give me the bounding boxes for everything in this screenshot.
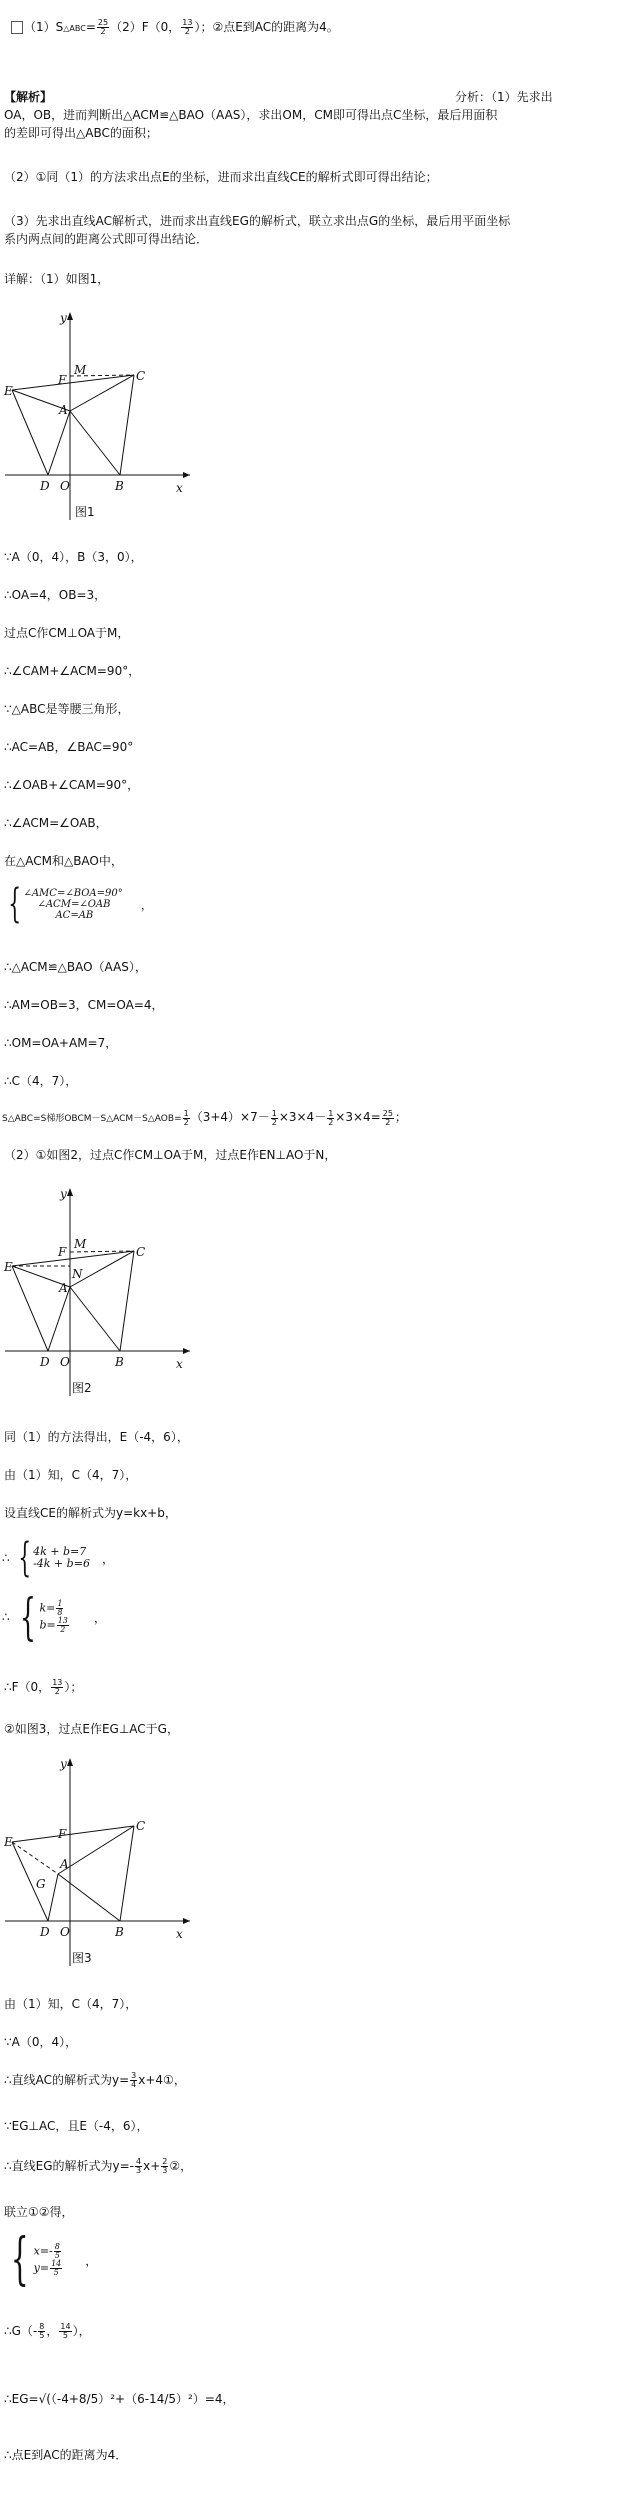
point-A-label: A: [60, 1857, 69, 1871]
solution-line: 联立①②得，: [4, 2205, 74, 2219]
brace-icon: {: [10, 2227, 29, 2292]
point-E-label: E: [4, 1835, 13, 1849]
x-axis-label: x: [176, 481, 183, 495]
analysis-line: OA，OB，进而判断出△ACM≌△BAO（AAS），求出OM，CM即可得出点C坐标，最后用面积: [4, 108, 498, 122]
answer-rest: ）；②点E到AC的距离为4。: [194, 20, 339, 34]
y-axis-label: y: [60, 311, 67, 325]
solution-line: ∵A（0，4），: [4, 2035, 78, 2049]
figure-2: [0, 1176, 200, 1406]
area-lead: S△ABC=S梯形OBCM－S△ACM－S△AOB=: [2, 1114, 182, 1124]
final-conclusion: ∴点E到AC的距离为4．: [4, 2448, 128, 2462]
detail-heading: 详解：（1）如图1，: [4, 272, 110, 286]
EG-slope-frac: $\frac{4}{3}$: [136, 2157, 142, 2175]
placeholder-box-icon: [11, 21, 23, 34]
EG-line-equation: ∴直线EG的解析式为y=- $\frac{4}{3}$ x+ $\frac{2}{3}$ ②，: [4, 2157, 193, 2175]
point-E-label: E: [4, 384, 13, 398]
figure-2-caption: 图2: [72, 1381, 92, 1395]
answer-mid: （2）F（0，: [110, 20, 181, 34]
figure-1: [0, 300, 200, 530]
area-frac-half: $\frac{1}{2}$: [183, 1109, 189, 1127]
point-O-label: O: [60, 1355, 70, 1369]
system-row: ∠AMC=∠BOA=90°: [23, 887, 123, 899]
jiexi-heading: 【解析】: [4, 90, 53, 104]
point-B-label: B: [115, 479, 124, 493]
solution-line: ∵△ABC是等腰三角形，: [4, 702, 130, 716]
point-A-label: A: [59, 1281, 68, 1295]
point-F-label: F: [58, 1245, 67, 1259]
point-N-label: N: [72, 1267, 83, 1281]
point-O-label: O: [60, 479, 70, 493]
AC-slope-frac: $\frac{3}{4}$: [131, 2071, 137, 2089]
AC-line-equation: ∴直线AC的解析式为y= $\frac{3}{4}$ x+4①，: [4, 2071, 186, 2089]
system-row-x: x=- $\frac{8}{5}$: [33, 2242, 60, 2260]
analysis-line: 的差即可得出△ABC的面积；: [4, 126, 158, 140]
F-frac: $\frac{13}{2}$: [52, 1678, 63, 1696]
solution-line: ∴C（4，7），: [4, 1074, 78, 1088]
solution-line: ∴∠ACM=∠OAB，: [4, 816, 108, 830]
point-D-label: D: [40, 479, 50, 493]
area-tail: ；: [394, 1110, 407, 1124]
system-row: -4k + b=6: [33, 1557, 90, 1570]
solution-line: 同（1）的方法得出，E（-4，6），: [4, 1430, 189, 1444]
G-coordinates-line: ∴G（- $\frac{8}{5}$ ， $\frac{14}{5}$ ），: [4, 2322, 91, 2340]
area-frac-half: $\frac{1}{2}$: [328, 1109, 334, 1127]
area-frac-half: $\frac{1}{2}$: [271, 1109, 277, 1127]
system-row: AC=AB: [55, 909, 94, 921]
point-B-label: B: [115, 1355, 124, 1369]
x-axis-label: x: [176, 1357, 183, 1371]
solution-line: ∴AM=OB=3，CM=OA=4，: [4, 998, 164, 1012]
area-line: [2, 1108, 407, 1128]
system-row: ∠ACM=∠OAB: [37, 898, 111, 910]
point-A-label: A: [59, 403, 68, 417]
system-row-b: b= $\frac{13}{2}$: [39, 1616, 68, 1634]
point-M-label: M: [74, 1237, 87, 1251]
brace-icon: {: [19, 1588, 36, 1646]
area-part-3: ×3×4=: [335, 1110, 381, 1124]
figure-1-caption: 图1: [75, 505, 95, 519]
solution-line: 由（1）知，C（4，7），: [4, 1468, 138, 1482]
system-row-k: k= $\frac{1}{8}$: [39, 1599, 63, 1617]
answer-frac-2: $\frac{13}{2}$: [182, 18, 193, 36]
system-row-y: y= $\frac{14}{5}$: [33, 2259, 62, 2277]
answer-line: [10, 18, 339, 38]
point-C-label: C: [136, 369, 146, 383]
point-F-label: F: [58, 1827, 67, 1841]
point-E-label: E: [4, 1260, 13, 1274]
solution-line: 设直线CE的解析式为y=kx+b，: [4, 1506, 177, 1520]
equation-system-4: { x=- $\frac{8}{5}$ y= $\frac{14}{5}$ ，: [10, 2227, 98, 2292]
solution-line: ∵A（0，4），B（3，0），: [4, 550, 143, 564]
y-axis-label: y: [60, 1187, 67, 1201]
point-O-label: O: [60, 1925, 70, 1939]
answer-sub: △ABC: [63, 24, 86, 33]
equation-system-3: ∴ { k= $\frac{1}{8}$ b= $\frac{13}{2}$ ，: [2, 1588, 106, 1646]
equation-system-2: ∴ { 4k + b=7 -4k + b=6 ，: [2, 1535, 114, 1581]
part3-intro: ②如图3，过点E作EG⊥AC于G，: [4, 1722, 179, 1736]
figure-3-caption: 图3: [72, 1951, 92, 1965]
G-y-frac: $\frac{14}{5}$: [60, 2322, 71, 2340]
analysis-line: 系内两点间的距离公式即可得出结论．: [4, 232, 209, 246]
solution-line: ∴∠CAM+∠ACM=90°，: [4, 664, 141, 678]
point-D-label: D: [40, 1355, 50, 1369]
solution-line: ∴△ACM≌△BAO（AAS），: [4, 960, 147, 974]
solution-line: 由（1）知，C（4，7），: [4, 1997, 138, 2011]
point-D-label: D: [40, 1925, 50, 1939]
equation-system-1: { ∠AMC=∠BOA=90° ∠ACM=∠OAB AC=AB ，: [8, 881, 153, 927]
F-result-line: ∴F（0， $\frac{13}{2}$ ）；: [4, 1678, 83, 1696]
analysis-line: （2）①同（1）的方法求出点E的坐标，进而求出直线CE的解析式即可得出结论；: [4, 170, 438, 184]
solution-line: ∴AC=AB，∠BAC=90°: [4, 740, 134, 754]
solution-line: ∴OM=OA+AM=7，: [4, 1036, 118, 1050]
solution-line: 过点C作CM⊥OA于M，: [4, 626, 130, 640]
answer-eq: =: [85, 20, 96, 34]
brace-icon: {: [18, 1535, 31, 1581]
point-C-label: C: [136, 1245, 146, 1259]
y-axis-label: y: [60, 1757, 67, 1771]
area-frac-result: $\frac{25}{2}$: [382, 1109, 393, 1127]
figure-3: [0, 1746, 200, 1976]
answer-frac-1: $\frac{25}{2}$: [97, 18, 109, 36]
solution-line: ∴OA=4，OB=3，: [4, 588, 107, 602]
system-row: 4k + b=7: [33, 1545, 87, 1558]
solution-line: ∵EG⊥AC，且E（-4，6），: [4, 2119, 149, 2133]
x-axis-label: x: [176, 1927, 183, 1941]
analysis-heading: 分析：（1）先求出: [455, 90, 553, 104]
solution-line: 在△ACM和△BAO中，: [4, 854, 123, 868]
EG-distance-line: ∴EG=√(（-4+8/5）²+（6-14/5）²）=4，: [4, 2392, 235, 2406]
area-part-2: ×3×4－: [278, 1110, 327, 1124]
point-M-label: M: [74, 363, 87, 377]
brace-icon: {: [8, 881, 22, 927]
EG-intercept-frac: $\frac{2}{3}$: [162, 2157, 168, 2175]
point-F-label: F: [58, 373, 67, 387]
part2-intro: （2）①如图2，过点C作CM⊥OA于M，过点E作EN⊥AO于N，: [4, 1148, 337, 1162]
answer-prefix: （1）S: [24, 20, 64, 34]
G-x-frac: $\frac{8}{5}$: [39, 2322, 45, 2340]
point-G-label: G: [36, 1877, 46, 1891]
area-part-1: （3+4）×7－: [190, 1110, 270, 1124]
point-C-label: C: [136, 1819, 146, 1833]
point-B-label: B: [115, 1925, 124, 1939]
analysis-line: （3）先求出直线AC解析式，进而求出直线EG的解析式，联立求出点G的坐标，最后用平面坐标: [4, 214, 511, 228]
solution-line: ∴∠OAB+∠CAM=90°，: [4, 778, 140, 792]
